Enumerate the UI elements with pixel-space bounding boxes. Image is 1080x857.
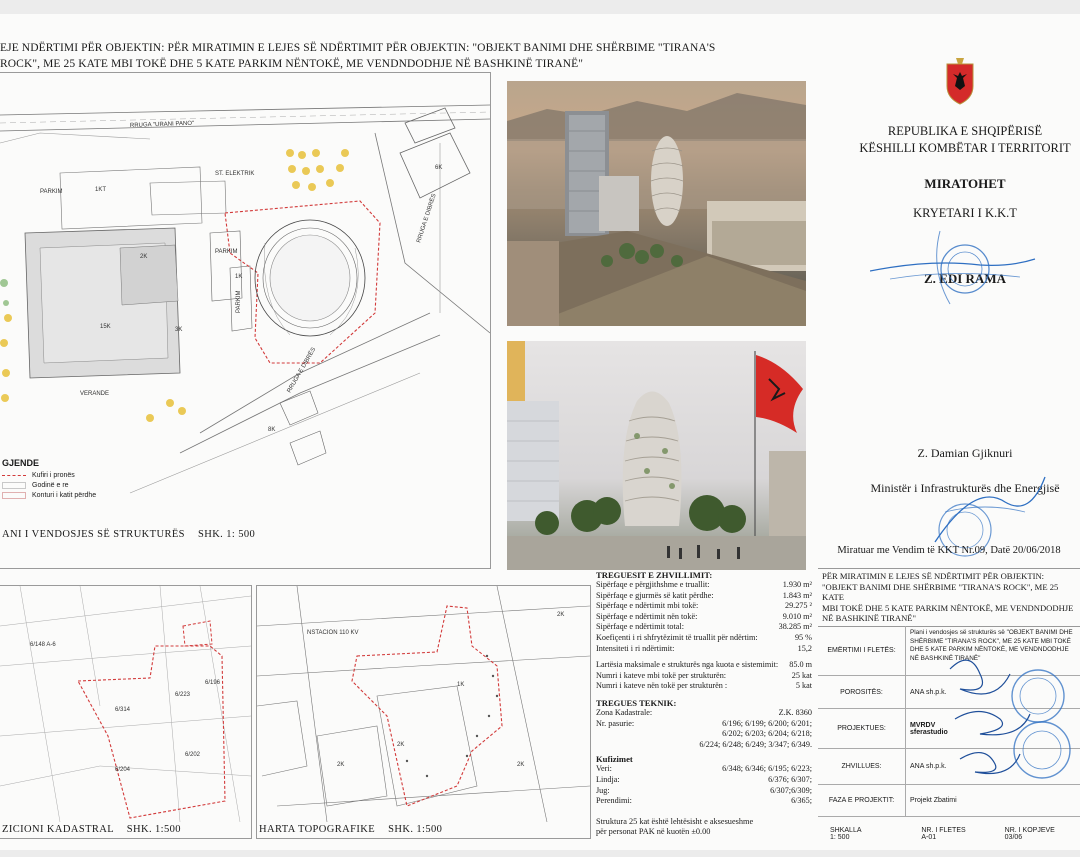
svg-text:2K: 2K <box>337 762 345 768</box>
pasurie-row-2 <box>596 729 812 740</box>
topo-scale: SHK. 1:500 <box>388 824 443 835</box>
kufi-title: Kufizimet <box>596 754 633 765</box>
kufi-row-label: Perendimi: <box>596 796 632 806</box>
intro-line-1: PËR MIRATIMIN E LEJES SË NDËRTIMIT PËR OBJEKTIN: <box>822 571 1045 581</box>
indicator-row <box>596 580 812 591</box>
indicator-row-2 <box>596 660 812 671</box>
street-dibres-label-1: RRUGA E DIBRËS <box>416 193 438 244</box>
indicator-row-2-label: Numri i kateve mbi tokë per strukturën: <box>596 670 727 680</box>
approved-label: MIRATOHET <box>924 176 1006 191</box>
indicator-row-label: Sipërfaqe e ndërtimit nën tokë: <box>596 611 698 621</box>
tb-footer-copies <box>1001 825 1080 855</box>
tb-footer <box>818 825 1080 855</box>
indicator-row-2-value: 5 kat <box>795 681 812 691</box>
council-label: KËSHILLI KOMBËTAR I TERRITORIT <box>859 141 1071 155</box>
tb-sheet-label: NR. I FLETES <box>921 827 966 834</box>
pasurie-value-3: 6/224; 6/248; 6/249; 3/347; 6/349. <box>699 739 812 749</box>
indicator-row <box>596 612 812 623</box>
kufi-list <box>596 764 812 806</box>
rendering-street-photo <box>507 341 806 570</box>
parkim-label-3: PARKIM <box>236 290 242 313</box>
tb-value-designer: MVRDV sferastudio <box>910 721 948 736</box>
minister-title: Ministër i Infrastrukturës dhe Energjisë <box>870 481 1060 495</box>
svg-text:6/202: 6/202 <box>185 752 201 758</box>
kufi-row-label: Lindja: <box>596 774 620 784</box>
tb-label-developer: ZHVILLUES: <box>818 749 906 784</box>
intro-line-4: NË BASHKINË TIRANË" <box>822 613 917 623</box>
pasurie-value-2: 6/202; 6/203; 6/204; 6/218; <box>722 729 812 739</box>
indicators-list <box>596 580 812 654</box>
label-1k: 1K <box>235 274 243 280</box>
pasurie-value-1: 6/196; 6/199; 6/200; 6/201; <box>722 718 812 728</box>
indicator-row-2 <box>596 681 812 692</box>
kufi-row-value: 6/365; <box>791 796 812 806</box>
street-rendering-graphic <box>507 341 806 570</box>
legend-ground-floor <box>2 492 202 499</box>
chair-signature-stamp <box>870 229 1040 319</box>
label-1kt: 1KT <box>95 187 107 193</box>
indicator-row <box>596 601 812 612</box>
st-elektrik-label: ST. ELEKTRIK <box>215 171 255 177</box>
indicator-row <box>596 591 812 602</box>
legend-new-building <box>2 482 202 489</box>
indicator-row-label: Sipërfaqe e ndërtimit total: <box>596 622 684 632</box>
legend-new-building-label: Godinë e re <box>32 482 69 489</box>
svg-text:1K: 1K <box>457 682 465 688</box>
indicator-row-label: Sipërfaqe e ndërtimit mbi tokë: <box>596 601 699 611</box>
label-3k: 3K <box>175 327 183 333</box>
pasurie-row <box>596 719 812 730</box>
cadastral-caption <box>2 824 181 835</box>
indicator-row-value: 29.275 ² <box>784 601 812 611</box>
label-6k: 6K <box>435 165 443 171</box>
svg-text:6/196: 6/196 <box>205 680 221 686</box>
header-line-2: ROCK", ME 25 KATE MBI TOKË DHE 5 KATE PARKIM NËNTOKË, ME VENDNDODHJE NË BASHKINË TIRANË" <box>0 58 584 70</box>
indicator-row-value: 95 % <box>794 632 812 642</box>
title-block-intro <box>818 568 1080 627</box>
tb-sheet-value: A-01 <box>921 834 937 841</box>
minister-name: Z. Damian Gjiknuri <box>917 446 1013 460</box>
tb-scale-label: SHKALLA <box>830 827 862 834</box>
indicator-row-value: 15,2 <box>797 643 812 653</box>
indicators-title: TREGUESIT E ZHVILLIMIT: <box>596 570 713 580</box>
indicator-row-2-value: 85.0 m <box>789 660 812 670</box>
tb-value-client: ANA sh.p.k. <box>910 688 947 696</box>
albania-emblem <box>945 56 975 106</box>
label-8k: 8K <box>268 427 276 433</box>
tb-copies-value: 03/06 <box>1004 834 1023 841</box>
note-line-2: për personat PAK në kuotën ±0.00 <box>596 827 711 837</box>
header-line-1: EJE NDËRTIMI PËR OBJEKTIN: PËR MIRATIMIN E LEJES SË NDËRTIMIT PËR OBJEKTIN: "OBJEKT BANIMI DHE SHËRBIME "TIRANA'S <box>0 42 716 54</box>
indicator-row-2-label: Lartësia maksimale e strukturës nga kuota e sistemimit: <box>596 660 779 670</box>
cadastral-map <box>0 586 251 822</box>
tb-value-name: Plani i vendosjes së strukturës së "OBJEKT BANIMI DHE SHËRBIME "TIRANA'S ROCK", ME 25 KATE MBI TOKË DHE 5 KATE PARKIM NËNTOKË, ME VENDNDODHJE NË BASHKINË TIRANË" <box>910 629 1073 662</box>
topographic-frame <box>256 585 591 839</box>
indicator-row-value: 9.010 m² <box>782 611 812 621</box>
intro-line-3: MBI TOKË DHE 5 KATE PARKIM NËNTOKË, ME VENDNDODHJE <box>822 602 1074 613</box>
tb-scale-value: 1: 500 <box>830 834 850 841</box>
svg-text:2K: 2K <box>517 762 525 768</box>
property-line-swatch <box>2 475 26 476</box>
tb-value-phase: Projekt Zbatimi <box>910 797 957 804</box>
indicator-row-label: Sipërfaqe e përgjithshme e truallit: <box>596 580 710 589</box>
indicator-row <box>596 622 812 633</box>
topo-title: HARTA TOPOGRAFIKE <box>259 824 376 835</box>
verande-label: VERANDE <box>80 391 110 397</box>
pasurie-row-3 <box>596 740 812 751</box>
tb-value-developer: ANA sh.p.k. <box>910 763 947 770</box>
site-plan-frame <box>0 72 491 569</box>
accessibility-note <box>596 817 812 838</box>
indicator-row-value: 1.930 m² <box>782 580 812 589</box>
chair-title: KRYETARI I K.K.T <box>913 206 1017 220</box>
cadastral-frame <box>0 585 252 839</box>
svg-text:6/148 A-6: 6/148 A-6 <box>30 642 56 648</box>
ground-floor-swatch <box>2 492 26 499</box>
tb-copies-label: NR. I KOPJEVE <box>1004 827 1055 834</box>
zona-row <box>596 708 812 719</box>
kufi-row <box>596 786 812 797</box>
tb-label-designer: PROJEKTUES: <box>818 709 906 748</box>
cadastral-scale: SHK. 1:500 <box>126 824 181 835</box>
chair-name: Z. EDI RAMA <box>924 271 1006 286</box>
decision-line: Miratuar me Vendim të KKT Nr.09, Datë 20/06/2018 <box>837 545 1061 556</box>
tb-row-phase <box>818 785 1080 817</box>
kufi-row-value: 6/307;6/309; <box>770 785 812 795</box>
tb-footer-sheet <box>913 825 1000 855</box>
svg-text:6/223: 6/223 <box>175 692 191 698</box>
zona-label: Zona Kadastrale: <box>596 707 653 717</box>
tb-label-client: POROSITËS: <box>818 676 906 708</box>
svg-text:6/314: 6/314 <box>115 707 131 713</box>
tech-title: TREGUES TEKNIK: <box>596 697 677 708</box>
site-legend <box>2 458 202 499</box>
aerial-rendering-graphic <box>507 81 806 326</box>
svg-text:6/204: 6/204 <box>115 767 131 773</box>
kufi-row <box>596 775 812 786</box>
street-urani-pano-label: RRUGA "URANI PANO" <box>129 120 195 129</box>
note-line-1: Struktura 25 kat është lehtësisht e aksesueshme <box>596 816 754 826</box>
tb-label-phase: FAZA E PROJEKTIT: <box>818 785 906 816</box>
indicator-row-label: Intensiteti i ri ndërtimit: <box>596 643 675 653</box>
kufi-row-label: Jug: <box>596 785 610 795</box>
label-15k: 15K <box>100 324 111 330</box>
site-plan-scale: SHK. 1: 500 <box>197 529 256 540</box>
site-plan-caption <box>2 529 255 540</box>
indicator-row <box>596 644 812 655</box>
topographic-map <box>257 586 590 822</box>
indicator-row <box>596 633 812 644</box>
development-indicators <box>596 568 812 838</box>
sheet-header <box>0 40 812 72</box>
svg-text:2K: 2K <box>557 612 565 618</box>
indicator-row-2-value: 25 kat <box>791 670 812 680</box>
topo-station-label: NSTACION 110 KV <box>307 630 359 636</box>
albania-emblem-icon <box>945 56 975 106</box>
indicators-list-2 <box>596 660 812 692</box>
intro-line-2: "OBJEKT BANIMI DHE SHËRBIME "TIRANA'S ROCK", ME 25 KATE <box>822 581 1059 602</box>
indicator-row-2-label: Numri i kateve nën tokë per strukturën : <box>596 681 728 691</box>
kufi-row-value: 6/376; 6/307; <box>768 774 812 784</box>
indicator-row-label: Sipërfaqe e gjurmës së katit përdhe: <box>596 590 714 600</box>
topo-caption <box>259 824 442 835</box>
kufi-row <box>596 764 812 775</box>
tb-footer-scale <box>818 825 913 855</box>
kufi-row-label: Veri: <box>596 764 612 774</box>
tb-label-name: EMËRTIMI I FLETËS: <box>818 626 906 675</box>
rendering-aerial-photo <box>507 81 806 326</box>
indicator-row-value: 38.285 m² <box>778 622 812 632</box>
parkim-label-2: PARKIM <box>215 249 238 255</box>
zona-value: Z.K. 8360 <box>778 707 812 717</box>
kufi-row <box>596 796 812 807</box>
new-building-swatch <box>2 482 26 489</box>
site-plan-title: ANI I VENDOSJES SË STRUKTURËS <box>2 529 185 540</box>
label-2k: 2K <box>140 254 148 260</box>
pasurie-label: Nr. pasurie: <box>596 718 635 728</box>
street-dibres-label-2: RRUGA E DIBRËS <box>286 346 318 394</box>
legend-property <box>2 472 202 479</box>
indicator-row-2 <box>596 671 812 682</box>
parkim-label-1: PARKIM <box>40 189 63 195</box>
svg-text:2K: 2K <box>397 742 405 748</box>
kufi-row-value: 6/348; 6/346; 6/195; 6/223; <box>722 764 812 774</box>
republic-label: REPUBLIKA E SHQIPËRISË <box>887 124 1043 138</box>
indicator-row-value: 1.843 m² <box>782 590 812 600</box>
legend-title: GJENDE <box>2 458 40 468</box>
designer-stamps <box>940 644 1080 784</box>
legend-property-label: Kufiri i pronës <box>32 472 75 479</box>
legend-ground-floor-label: Konturi i katit përdhe <box>32 492 97 499</box>
drawing-sheet <box>0 14 1080 850</box>
indicator-row-label: Koefiçenti i ri shfrytëzimit të truallit për ndërtim: <box>596 632 758 642</box>
cadastral-title: ZICIONI KADASTRAL <box>2 824 114 835</box>
